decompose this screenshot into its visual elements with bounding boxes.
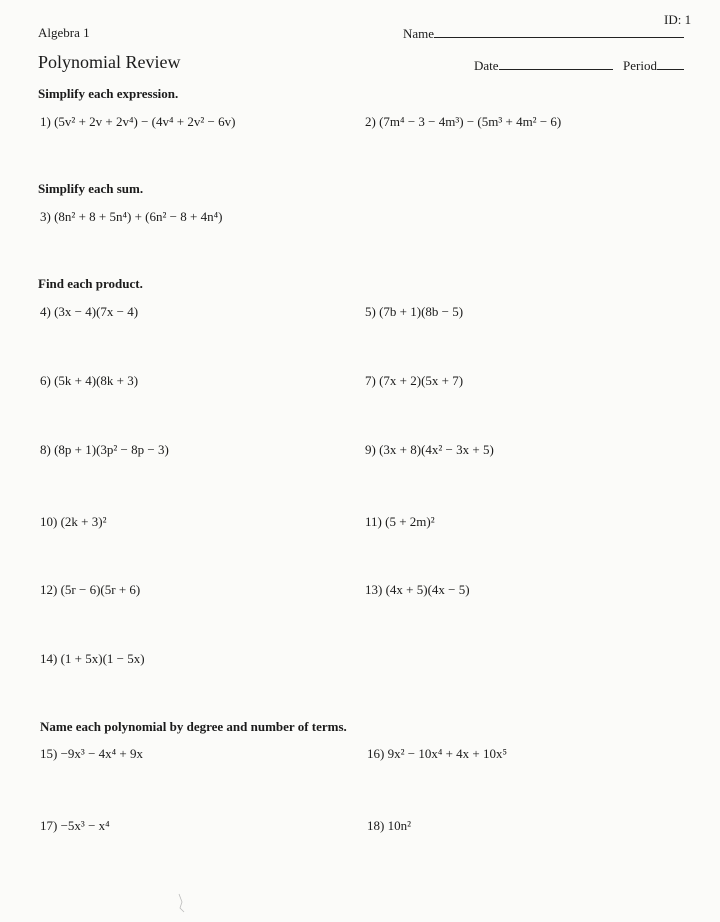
problem-number: 2) [365,114,376,129]
page-title: Polynomial Review [38,52,181,72]
problem-expression: (7b + 1)(8b − 5) [379,304,464,319]
section-heading-find-product: Find each product. [38,276,143,291]
problem-number: 14) [40,651,58,666]
problem-expression: (4x + 5)(4x − 5) [385,582,470,597]
problem-expression: (5 + 2m)² [385,514,435,529]
problem-number: 9) [365,442,376,457]
problem-6 [40,373,138,389]
problem-15 [40,746,143,762]
problem-number: 12) [40,582,58,597]
problem-number: 3) [40,209,51,224]
problem-number: 13) [365,582,383,597]
problem-number: 7) [365,373,376,388]
problem-4 [40,304,138,320]
problem-expression: (5k + 4)(8k + 3) [54,373,139,388]
problem-3 [40,209,222,225]
problem-expression: (2k + 3)² [60,514,107,529]
problem-expression: 9x² − 10x⁴ + 4x + 10x⁵ [387,746,508,761]
name-label: Name [403,26,435,41]
problem-number: 11) [365,514,382,529]
problem-12 [40,582,140,598]
problem-11 [365,514,435,530]
problem-1 [40,114,235,130]
problem-5 [365,304,463,320]
period-field[interactable] [623,57,684,74]
problem-expression: (5r − 6)(5r + 6) [60,582,141,597]
problem-17 [40,818,110,834]
stray-pencil-mark [176,892,188,914]
problem-number: 1) [40,114,51,129]
problem-16 [367,746,507,762]
problem-expression: (7x + 2)(5x + 7) [379,373,464,388]
date-label: Date [474,58,499,73]
problem-expression: (1 + 5x)(1 − 5x) [60,651,145,666]
problem-number: 17) [40,818,58,833]
problem-expression: −5x³ − x⁴ [60,818,110,833]
problem-expression: −9x³ − 4x⁴ + 9x [60,746,144,761]
problem-18 [367,818,411,834]
period-blank[interactable] [657,57,684,70]
date-blank[interactable] [499,57,613,70]
problem-number: 16) [367,746,385,761]
problem-13 [365,582,470,598]
problem-expression: (3x − 4)(7x − 4) [54,304,139,319]
problem-expression: (8n² + 8 + 5n⁴) + (6n² − 8 + 4n⁴) [54,209,223,224]
problem-8 [40,442,169,458]
name-field[interactable] [403,25,684,42]
course-name: Algebra 1 [38,25,90,40]
problem-number: 15) [40,746,58,761]
problem-number: 18) [367,818,385,833]
problem-expression: (7m⁴ − 3 − 4m³) − (5m³ + 4m² − 6) [379,114,562,129]
problem-number: 8) [40,442,51,457]
problem-number: 6) [40,373,51,388]
date-field[interactable] [474,57,613,74]
worksheet-id: ID: 1 [664,12,692,27]
problem-10 [40,514,106,530]
name-blank[interactable] [434,25,684,38]
problem-number: 4) [40,304,51,319]
problem-expression: 10n² [387,818,411,833]
period-label: Period [623,58,657,73]
problem-number: 10) [40,514,58,529]
problem-14 [40,651,145,667]
problem-7 [365,373,463,389]
problem-expression: (8p + 1)(3p² − 8p − 3) [54,442,169,457]
section-heading-simplify-expression: Simplify each expression. [38,86,179,101]
problem-2 [365,114,561,130]
problem-number: 5) [365,304,376,319]
problem-expression: (3x + 8)(4x² − 3x + 5) [379,442,494,457]
section-heading-simplify-sum: Simplify each sum. [38,181,144,196]
problem-9 [365,442,494,458]
section-heading-name-polynomial: Name each polynomial by degree and number of terms. [40,719,347,734]
problem-expression: (5v² + 2v + 2v⁴) − (4v⁴ + 2v² − 6v) [54,114,236,129]
